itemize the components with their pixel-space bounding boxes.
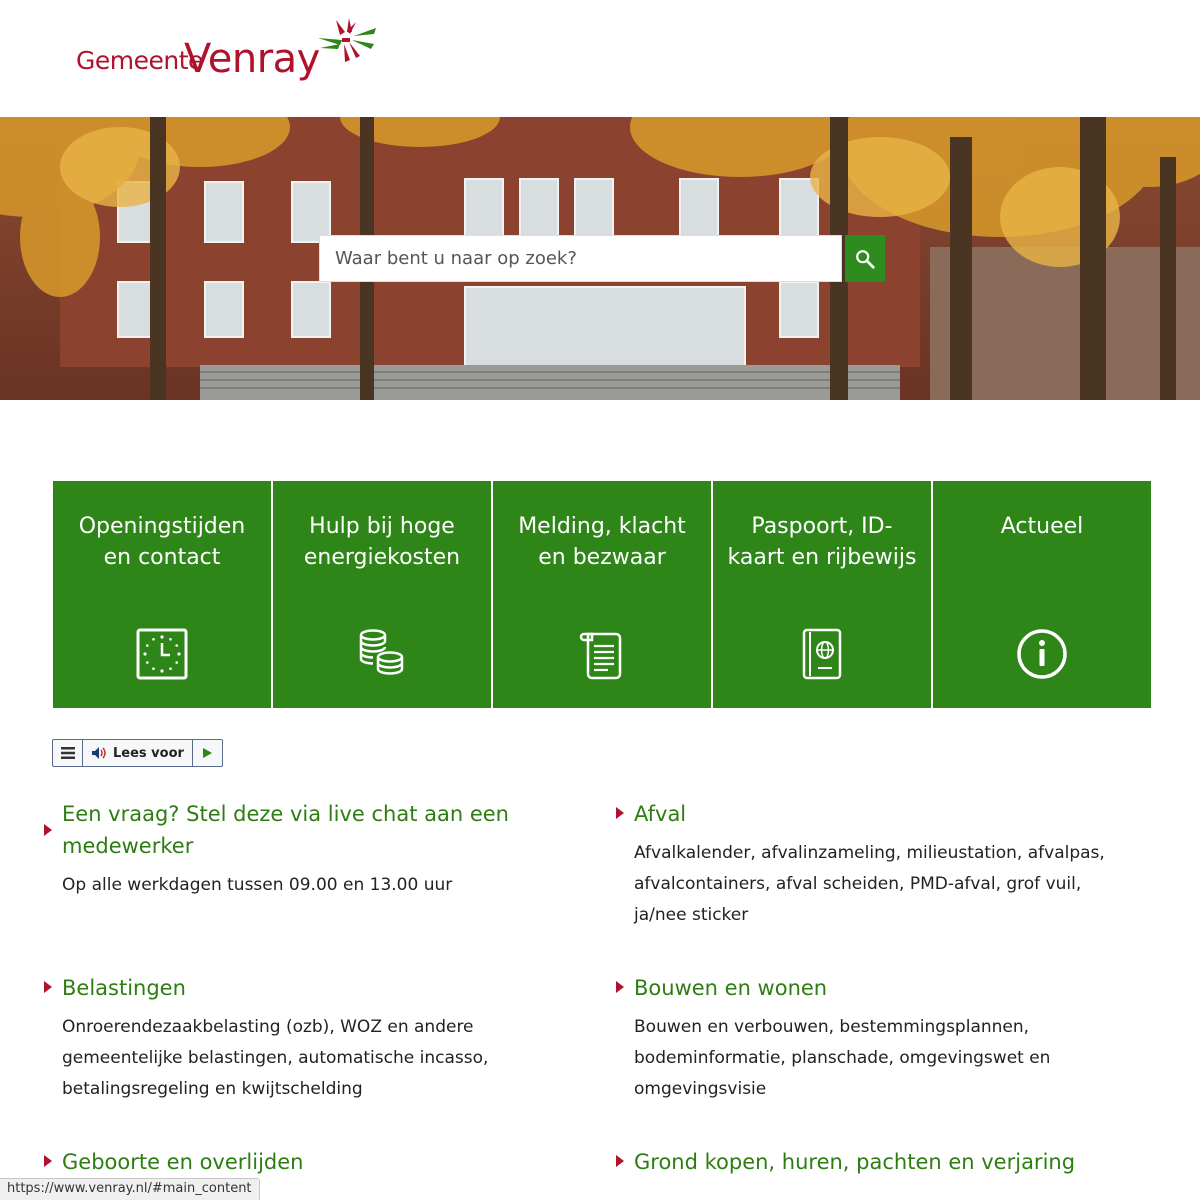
search-bar [319, 235, 885, 282]
caret-right-icon [616, 1155, 624, 1167]
coins-icon [356, 628, 408, 680]
read-aloud-label: Lees voor [113, 745, 184, 761]
play-icon [201, 747, 213, 759]
document-scroll-icon [576, 628, 628, 680]
info-icon [1016, 628, 1068, 680]
topic-description: Onroerendezaakbelasting (ozb), WOZ en andere gemeentelijke belastingen, automatische incasso, betalingsregeling en kwijtschelding [62, 1017, 489, 1099]
topic-bouwen-wonen [634, 972, 1124, 1105]
tile-energy-costs[interactable] [273, 481, 491, 708]
caret-right-icon [44, 1155, 52, 1167]
topic-title-link[interactable]: Bouwen en wonen [634, 976, 828, 1000]
tile-opening-hours[interactable] [53, 481, 271, 708]
site-header [0, 0, 1200, 117]
topic-title-link[interactable]: Grond kopen, huren, pachten en verjaring [634, 1150, 1076, 1174]
topic-live-chat [62, 798, 552, 901]
tile-label: Melding, klacht en bezwaar [518, 514, 686, 570]
caret-right-icon [616, 807, 624, 819]
quick-links [53, 481, 1151, 708]
read-aloud-widget [52, 739, 223, 767]
tile-passport[interactable] [713, 481, 931, 708]
tile-label: Actueel [1000, 514, 1084, 539]
speaker-icon [91, 746, 109, 760]
passport-icon [796, 628, 848, 680]
tile-news[interactable] [933, 481, 1151, 708]
read-aloud-button[interactable] [83, 740, 193, 766]
tile-label: Hulp bij hoge energiekosten [303, 514, 461, 570]
topic-grond [634, 1146, 1124, 1178]
logo-mark-icon [316, 18, 378, 64]
read-aloud-play-button[interactable] [193, 740, 222, 766]
topic-title-link[interactable]: Geboorte en overlijden [62, 1150, 304, 1174]
tile-label: Openingstijden en contact [78, 514, 246, 570]
site-logo[interactable] [76, 18, 386, 93]
tile-complaint[interactable] [493, 481, 711, 708]
search-icon [854, 248, 876, 270]
topic-description: Bouwen en verbouwen, bestemmingsplannen, bodeminformatie, planschade, omgevingswet en omgevingsvisie [634, 1017, 1051, 1099]
browser-status-url: https://www.venray.nl/#main_content [0, 1178, 260, 1200]
topic-title-link[interactable]: Belastingen [62, 976, 186, 1000]
search-button[interactable] [845, 235, 885, 282]
logo-text-large: Venray [184, 36, 320, 82]
caret-right-icon [616, 981, 624, 993]
topic-belastingen [62, 972, 552, 1105]
topic-afval [634, 798, 1124, 931]
read-aloud-menu-button[interactable] [53, 740, 83, 766]
clock-icon [136, 628, 188, 680]
topic-title-link[interactable]: Afval [634, 802, 687, 826]
logo-text-small: Gemeente [76, 46, 203, 75]
topic-description: Afvalkalender, afvalinzameling, milieustation, afvalpas, afvalcontainers, afval scheiden, PMD-afval, grof vuil, ja/nee sticker [634, 843, 1105, 925]
caret-right-icon [44, 981, 52, 993]
caret-right-icon [44, 824, 52, 836]
topic-title-link[interactable]: Een vraag? Stel deze via live chat aan een medewerker [62, 802, 509, 858]
tile-label: Paspoort, ID-kaart en rijbewijs [727, 514, 917, 570]
topic-description: Op alle werkdagen tussen 09.00 en 13.00 uur [62, 875, 453, 895]
menu-icon [60, 746, 76, 760]
hero-banner [0, 117, 1200, 400]
search-input[interactable] [319, 235, 842, 282]
topic-geboorte-overlijden [62, 1146, 552, 1178]
